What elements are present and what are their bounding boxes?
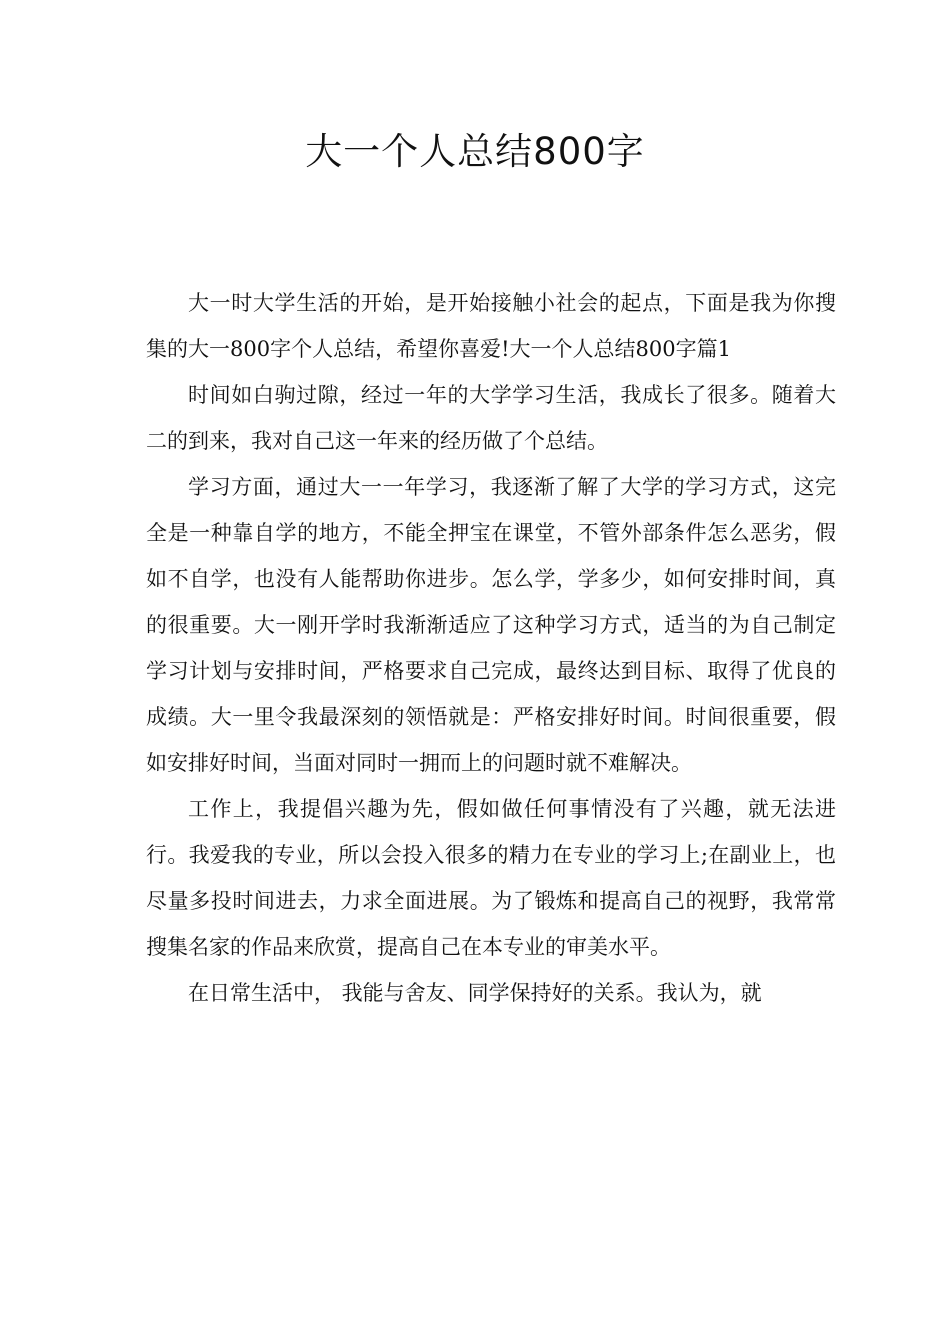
paragraph-time: 时间如白驹过隙，经过一年的大学学习生活，我成长了很多。随着大二的到来，我对自己这一年来的经历做了个总结。 <box>146 383 836 453</box>
paragraph-study: 学习方面，通过大一一年学习，我逐渐了解了大学的学习方式，这完全是一种靠自学的地方，不能全押宝在课堂，不管外部条件怎么恶劣，假如不自学，也没有人能帮助你进步。怎么学，学多少，如何安排时间，真的很重要。大一刚开学时我渐渐适应了这种学习方式，适当的为自己制定学习计划与安排时间，严格要求自己完成，最终达到目标、取得了优良的成绩。大一里令我最深刻的领悟就是：严格安排好时间。时间很重要，假如安排好时间，当面对同时一拥而上的问题时就不难解决。 <box>146 475 836 775</box>
paragraph-intro: 大一时大学生活的开始，是开始接触小社会的起点，下面是我为你搜集的大一800字个人总结，希望你喜爱!大一个人总结800字篇1 <box>146 291 836 361</box>
paragraph-daily-life: 在日常生活中， 我能与舍友、同学保持好的关系。我认为，就 <box>188 981 762 1005</box>
document-body <box>146 280 836 1016</box>
page-title: 大一个人总结800字 <box>305 130 645 173</box>
paragraph-work: 工作上，我提倡兴趣为先，假如做任何事情没有了兴趣，就无法进行。我爱我的专业，所以会投入很多的精力在专业的学习上;在副业上，也尽量多投时间进去，力求全面进展。为了锻炼和提高自己的视野，我常常搜集名家的作品来欣赏，提高自己在本专业的审美水平。 <box>146 797 836 959</box>
